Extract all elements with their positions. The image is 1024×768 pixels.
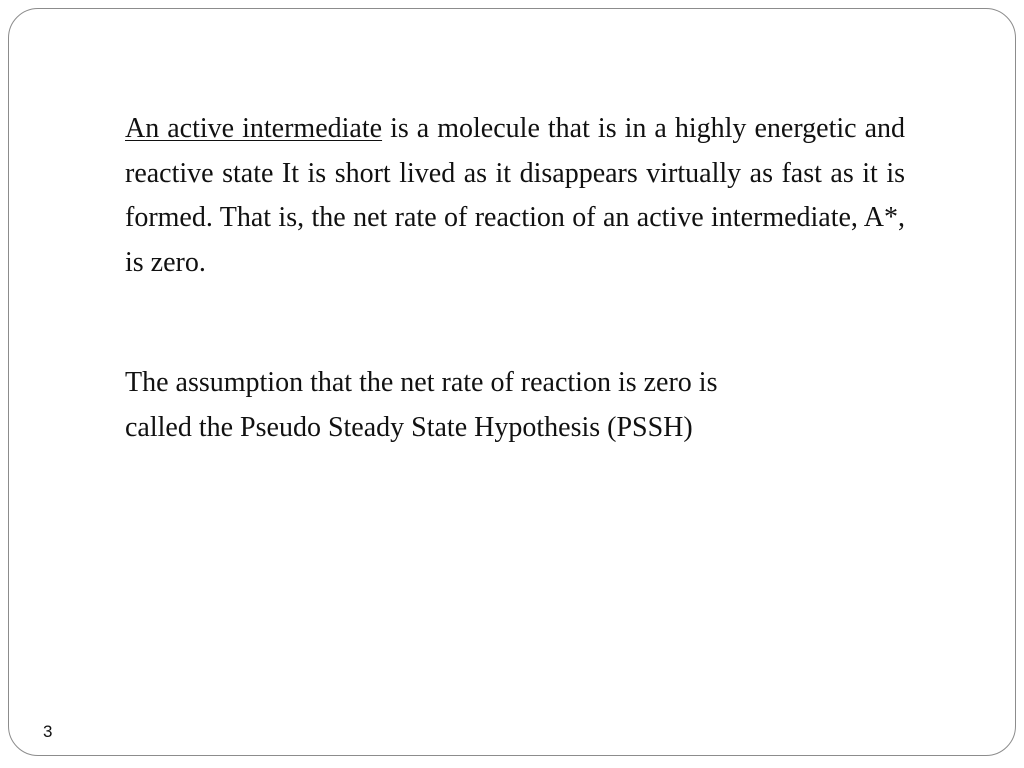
definition-text: is a molecule that is in a highly energetic and reactive state It is short lived as it disappears virtually as fast as it is formed. That is, the net rate of reaction of an active intermediate, A*, is zero. (125, 113, 906, 278)
slide-page-number: 3 (43, 722, 53, 741)
slide-frame (8, 8, 1016, 756)
assumption-line-1: The assumption that the net rate of reaction is zero is (125, 367, 718, 398)
slide-body (125, 107, 905, 450)
assumption-paragraph (125, 361, 845, 450)
definition-paragraph (125, 107, 905, 285)
assumption-line-2: called the Pseudo Steady State Hypothesis (PSSH) (125, 411, 693, 443)
defined-term: An active intermediate (125, 113, 383, 144)
